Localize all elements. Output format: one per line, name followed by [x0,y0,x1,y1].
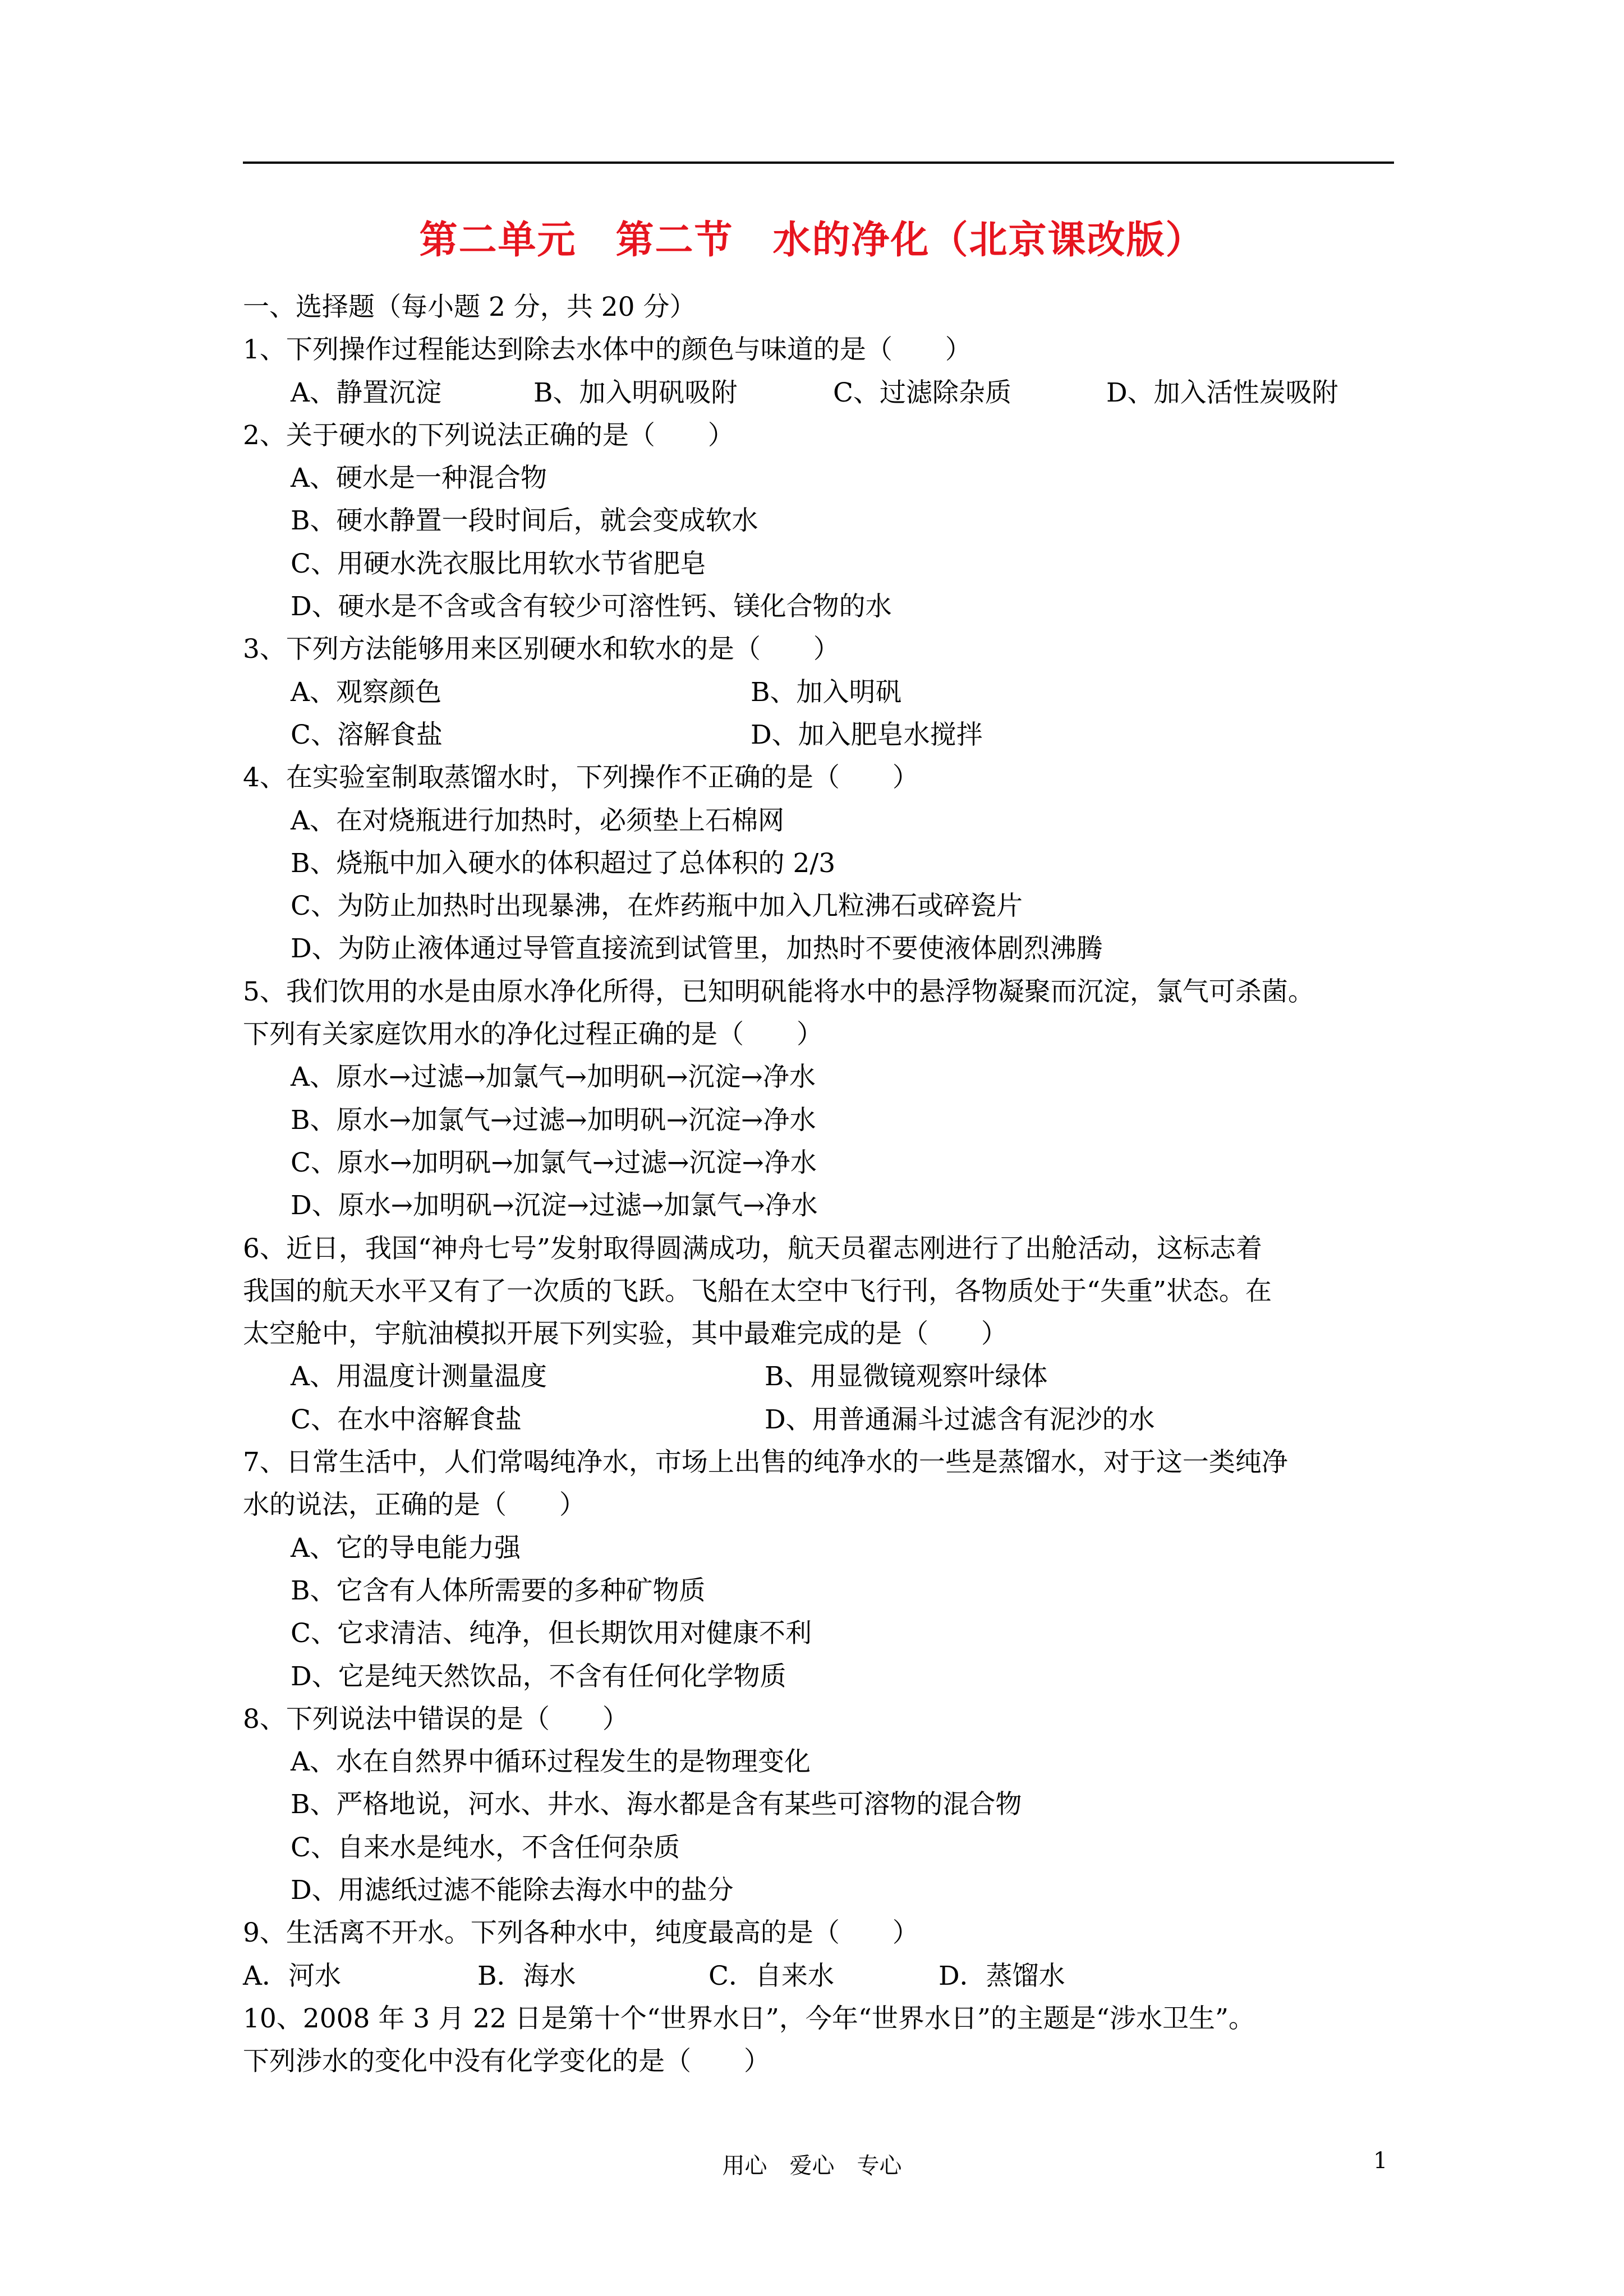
option-b: B、用显微镜观察叶绿体 [765,1361,1048,1393]
question-7 [243,1441,1394,1698]
option-d: D、硬水是不含或含有较少可溶性钙、镁化合物的水 [291,591,892,623]
question-stem: 3、下列方法能够用来区别硬水和软水的是（ ） [243,634,840,665]
question-stem: 5、我们饮用的水是由原水净化所得，已知明矾能将水中的悬浮物凝聚而沉淀，氯气可杀菌。 [243,976,1314,1007]
option-a: A．河水 [243,1960,341,1991]
option-c: C、为防止加热时出现暴沸，在炸药瓶中加入几粒沸石或碎瓷片 [291,891,1023,922]
option-a: A、硬水是一种混合物 [291,463,547,494]
option-a: A、用温度计测量温度 [291,1361,547,1393]
option-c: C、原水→加明矾→加氯气→过滤→沉淀→净水 [291,1147,817,1178]
question-list [243,286,1394,2083]
option-b: B、它含有人体所需要的多种矿物质 [291,1575,706,1606]
option-c: C、用硬水洗衣服比用软水节省肥皂 [291,548,706,579]
option-d: D、原水→加明矾→沉淀→过滤→加氯气→净水 [291,1190,818,1221]
option-row [243,1356,1394,1398]
question-stem-cont: 太空舱中，宇航油模拟开展下列实验，其中最难完成的是（ ） [243,1318,1007,1350]
question-stem: 2、关于硬水的下列说法正确的是（ ） [243,419,734,451]
option-b: B、加入明矾吸附 [533,377,738,408]
option-c: C、溶解食盐 [291,719,443,750]
option-c: C．自来水 [709,1960,834,1991]
question-stem: 6、近日，我国“神舟七号”发射取得圆满成功，航天员翟志刚进行了出舱活动，这标志着 [243,1233,1262,1264]
question-3 [243,628,1394,757]
option-a: A、水在自然界中循环过程发生的是物理变化 [291,1746,811,1778]
option-d: D、加入肥皂水搅拌 [751,719,983,750]
question-4 [243,757,1394,970]
option-b: B、加入明矾 [751,676,902,708]
option-b: B．海水 [477,1960,576,1991]
option-d: D、用普通漏斗过滤含有泥沙的水 [765,1404,1155,1435]
question-stem-cont: 我国的航天水平又有了一次质的飞跃。飞船在太空中飞行刊，各物质处于“失重”状态。在 [243,1275,1272,1307]
question-stem: 4、在实验室制取蒸馏水时，下列操作不正确的是（ ） [243,762,919,794]
question-stem-cont: 下列有关家庭饮用水的净化过程正确的是（ ） [243,1019,823,1050]
option-d: D．蒸馏水 [938,1960,1065,1991]
option-c: C、它求清洁、纯净，但长期饮用对健康不利 [291,1618,812,1649]
option-c: C、自来水是纯水，不含任何杂质 [291,1832,680,1863]
option-row [243,372,1394,414]
option-d: D、加入活性炭吸附 [1106,377,1338,408]
question-stem: 9、生活离不开水。下列各种水中，纯度最高的是（ ） [243,1917,919,1949]
option-row [243,1399,1394,1441]
question-10 [243,1998,1394,2083]
header-rule [243,162,1394,164]
option-b: B、烧瓶中加入硬水的体积超过了总体积的 2/3 [291,847,836,879]
option-d: D、为防止液体通过导管直接流到试管里，加热时不要使液体剧烈沸腾 [291,933,1103,965]
question-1 [243,329,1394,414]
option-a: A、它的导电能力强 [291,1532,521,1564]
option-b: B、硬水静置一段时间后，就会变成软水 [291,505,758,537]
option-row [243,1955,1394,1998]
page-number: 1 [1373,2148,1388,2174]
question-stem: 7、日常生活中，人们常喝纯净水，市场上出售的纯净水的一些是蒸馏水，对于这一类纯净 [243,1447,1288,1478]
question-stem: 8、下列说法中错误的是（ ） [243,1703,629,1735]
question-8 [243,1698,1394,1912]
option-a: A、原水→过滤→加氯气→加明矾→沉淀→净水 [291,1062,816,1093]
option-c: C、过滤除杂质 [833,377,1011,408]
option-b: B、原水→加氯气→过滤→加明矾→沉淀→净水 [291,1104,816,1136]
question-5 [243,971,1394,1228]
question-2 [243,414,1394,628]
question-stem: 10、2008 年 3 月 22 日是第十个“世界水日”，今年“世界水日”的主题是“涉水卫生”。 [243,2003,1255,2034]
page-title: 第二单元 第二节 水的净化（北京课改版） [419,218,1205,262]
question-stem: 1、下列操作过程能达到除去水体中的颜色与味道的是（ ） [243,334,972,366]
question-stem-cont: 水的说法，正确的是（ ） [243,1490,586,1521]
question-stem-cont: 下列涉水的变化中没有化学变化的是（ ） [243,2046,770,2077]
option-a: A、静置沉淀 [291,377,441,408]
option-row [243,714,1394,757]
option-b: B、严格地说，河水、井水、海水都是含有某些可溶物的混合物 [291,1789,1022,1820]
option-d: D、它是纯天然饮品，不含有任何化学物质 [291,1661,786,1692]
option-row [243,671,1394,714]
option-c: C、在水中溶解食盐 [291,1404,522,1435]
question-6 [243,1228,1394,1441]
option-d: D、用滤纸过滤不能除去海水中的盐分 [291,1874,734,1906]
section-header: 一、选择题（每小题 2 分，共 20 分） [243,292,696,322]
option-a: A、在对烧瓶进行加热时，必须垫上石棉网 [291,805,784,836]
footer-text: 用心 爱心 专心 [722,2153,902,2179]
option-a: A、观察颜色 [291,676,441,708]
question-9 [243,1912,1394,1998]
